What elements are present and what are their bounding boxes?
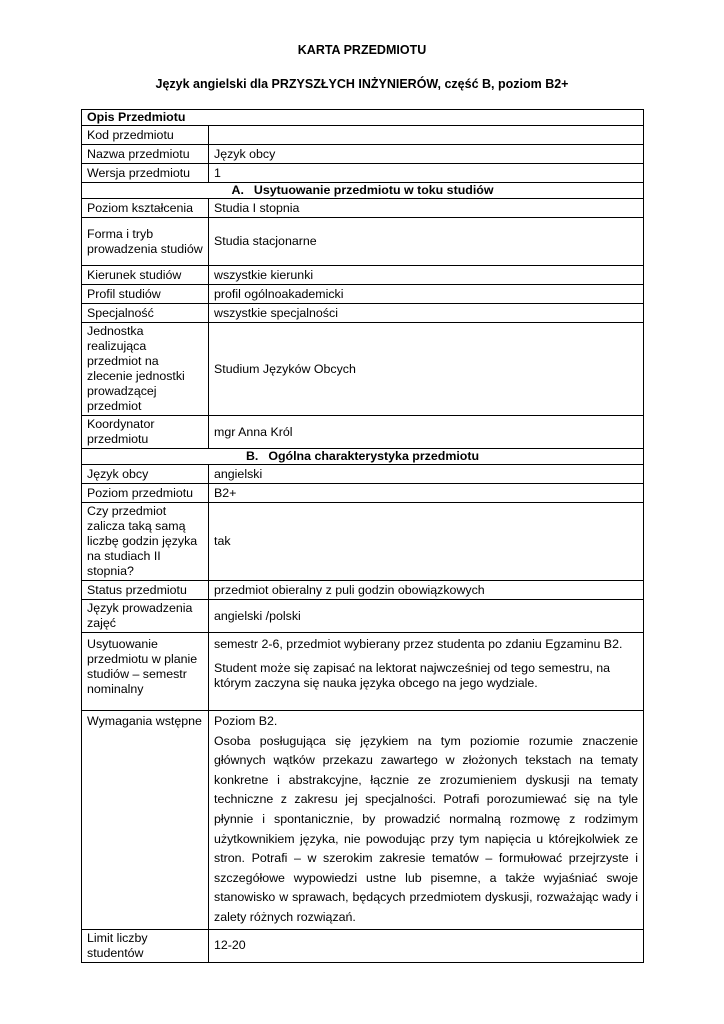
section-a-heading: [82, 183, 644, 199]
row-label: Czy przedmiot zalicza taką samą liczbę godzin języka na studiach II stopnia?: [82, 503, 209, 581]
section-a-row: [82, 183, 644, 199]
table-row: [82, 199, 644, 218]
table-row: [82, 126, 644, 145]
section-b-row: [82, 449, 644, 465]
row-value: [209, 633, 644, 711]
row-value: tak: [209, 503, 644, 581]
table-row: [82, 484, 644, 503]
table-row: [82, 503, 644, 581]
table-row: [82, 633, 644, 711]
table-row: [82, 600, 644, 633]
usytuowanie-text-2: Student może się zapisać na lektorat najwcześniej od tego semestru, na którym zaczyna się nauka języka obcego na jego wydziale.: [214, 661, 611, 690]
wymagania-lead: Poziom B2.: [214, 714, 278, 728]
row-label: Usytuowanie przedmiotu w planie studiów – semestr nominalny: [82, 633, 209, 711]
table-header-row: [82, 110, 644, 126]
row-label: Jednostka realizująca przedmiot na zlecenie jednostki prowadzącej przedmiot: [82, 323, 209, 416]
row-label: Nazwa przedmiotu: [82, 145, 209, 164]
row-label: Specjalność: [82, 304, 209, 323]
row-value: angielski: [209, 465, 644, 484]
row-label: Język obcy: [82, 465, 209, 484]
table-row: [82, 465, 644, 484]
row-label: Poziom kształcenia: [82, 199, 209, 218]
row-label: Koordynator przedmiotu: [82, 416, 209, 449]
table-row: [82, 218, 644, 266]
table-row: [82, 285, 644, 304]
row-value: 1: [209, 164, 644, 183]
table-row: [82, 164, 644, 183]
table-row: [82, 266, 644, 285]
row-label: Forma i tryb prowadzenia studiów: [82, 218, 209, 266]
row-label: Kod przedmiotu: [82, 126, 209, 145]
row-value: 12-20: [209, 929, 644, 962]
row-value: Studia I stopnia: [209, 199, 644, 218]
table-row: [82, 145, 644, 164]
table-row: [82, 711, 644, 930]
row-label: Wymagania wstępne: [82, 711, 209, 930]
table-row: [82, 581, 644, 600]
table-row: [82, 929, 644, 962]
row-value: profil ogólnoakademicki: [209, 285, 644, 304]
row-value: Studium Języków Obcych: [209, 323, 644, 416]
opis-header: Opis Przedmiotu: [82, 110, 644, 126]
section-a-title: Usytuowanie przedmiotu w toku studiów: [253, 183, 494, 197]
row-label: Kierunek studiów: [82, 266, 209, 285]
section-a-letter: A.: [231, 183, 244, 197]
row-value: wszystkie specjalności: [209, 304, 644, 323]
section-b-letter: B.: [245, 449, 259, 463]
table-row: [82, 323, 644, 416]
row-value: mgr Anna Król: [209, 416, 644, 449]
row-label: Profil studiów: [82, 285, 209, 304]
document-title: KARTA PRZEDMIOTU: [297, 43, 427, 57]
section-b-title: Ogólna charakterystyka przedmiotu: [268, 449, 480, 463]
row-value: wszystkie kierunki: [209, 266, 644, 285]
table-row: [82, 304, 644, 323]
table-row: [82, 416, 644, 449]
row-label: Status przedmiotu: [82, 581, 209, 600]
row-value: przedmiot obieralny z puli godzin obowiązkowych: [209, 581, 644, 600]
usytuowanie-text-1: semestr 2-6, przedmiot wybierany przez studenta po zdaniu Egzaminu B2.: [214, 637, 623, 651]
row-value: B2+: [209, 484, 644, 503]
wymagania-text: Osoba posługująca się językiem na tym poziomie rozumie znaczenie głównych wątków przekazu zawartego w złożonych tekstach na tematy konkretne i abstrakcyjne, łącznie ze zrozumieniem dyskusji na tematy techniczne z zakresu jej specjalności. Potrafi porozumiewać się na tyle płynnie i spontanicznie, by prowadzić normalną rozmowę z rodzimym użytkownikiem języka, nie powodując przy tym napięcia u którejkolwiek ze stron. Potrafi – w szerokim zakresie tematów – formułować przejrzyste i szczegółowe wypowiedzi ustne lub pisemne, a także wyjaśniać swoje stanowisko w sprawach, będących przedmiotem dyskusji, rozważając wady i zalety różnych rozwiązań.: [214, 733, 639, 924]
row-value: Język obcy: [209, 145, 644, 164]
row-label: Poziom przedmiotu: [82, 484, 209, 503]
document-subtitle: Język angielski dla PRZYSZŁYCH INŻYNIERÓW, część B, poziom B2+: [155, 77, 569, 91]
course-card-table: [81, 109, 644, 963]
row-label: Język prowadzenia zajęć: [82, 600, 209, 633]
section-b-heading: [82, 449, 644, 465]
row-value: angielski /polski: [209, 600, 644, 633]
row-label: Limit liczby studentów: [82, 929, 209, 962]
row-value: [209, 126, 644, 145]
row-value: Studia stacjonarne: [209, 218, 644, 266]
row-value: [209, 711, 644, 930]
row-label: Wersja przedmiotu: [82, 164, 209, 183]
